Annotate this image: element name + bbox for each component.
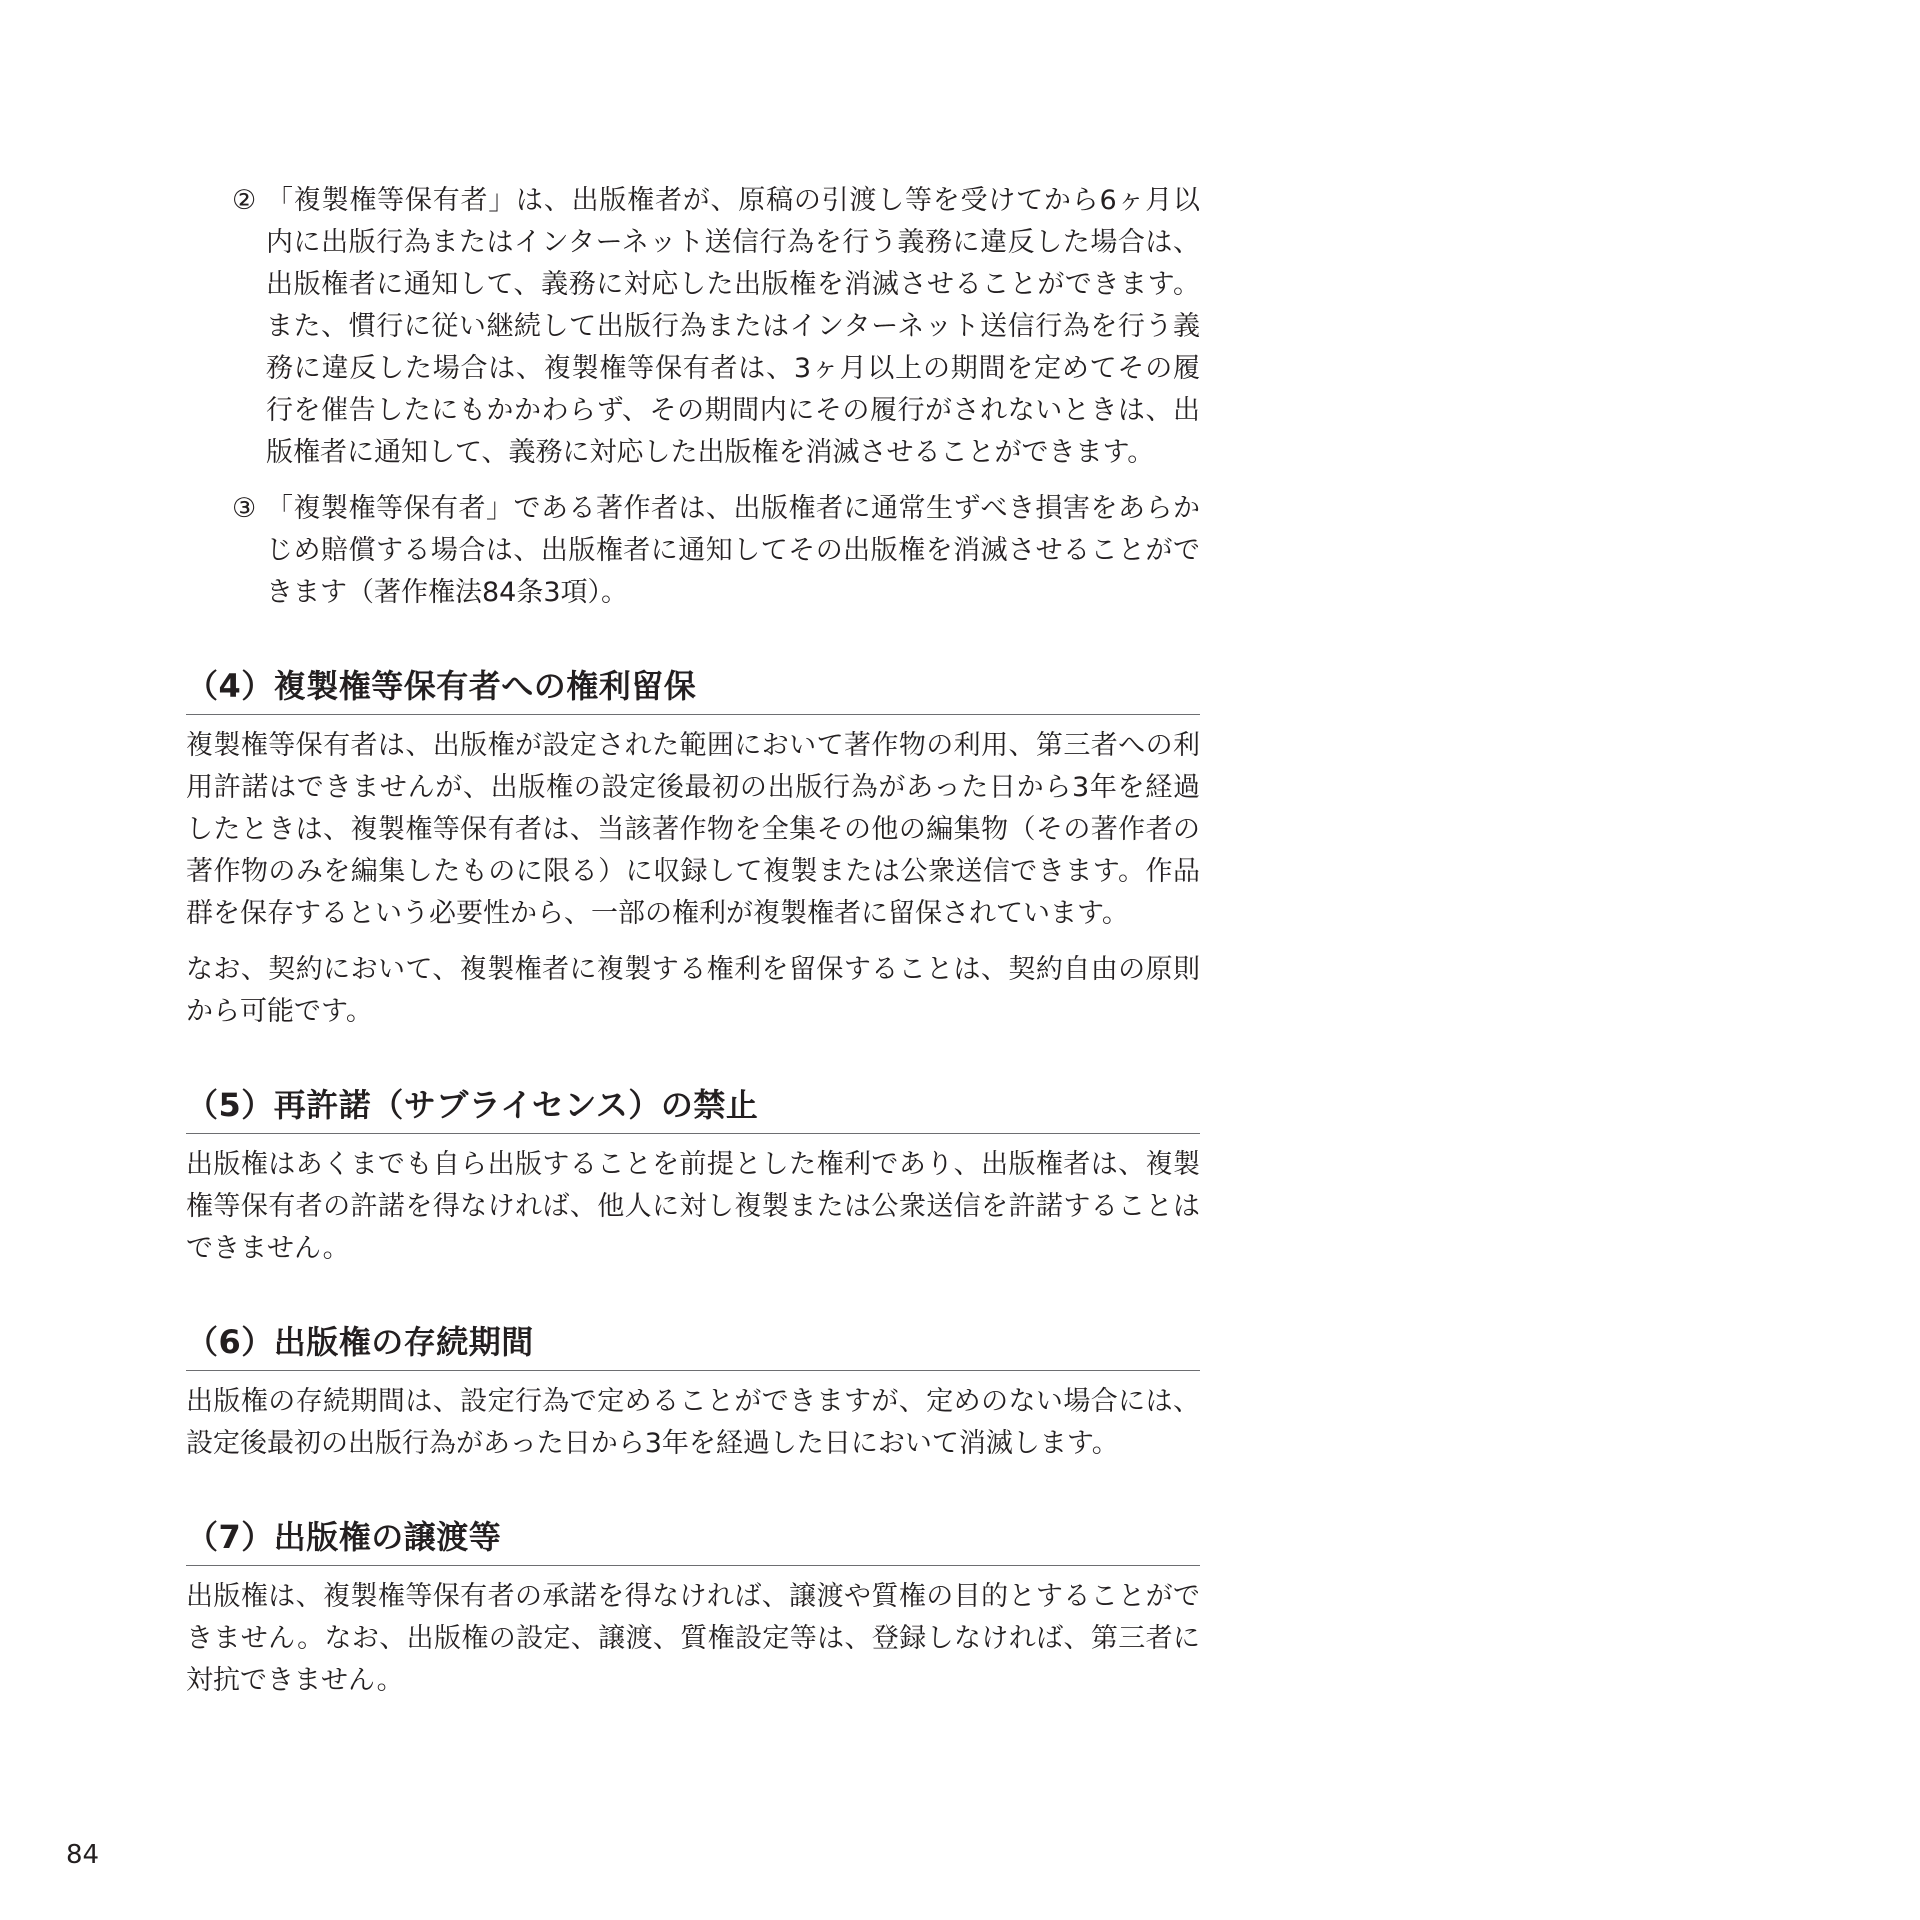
page-content (186, 180, 1200, 1716)
section-heading: （6）出版権の存続期間 (186, 1320, 1200, 1371)
section-paragraph: 出版権の存続期間は、設定行為で定めることができますが、定めのない場合には、設定後最初の出版行為があった日から3年を経過した日において消滅します。 (186, 1386, 1200, 1459)
list-number: ② (232, 185, 257, 216)
section-paragraph: 複製権等保有者は、出版権が設定された範囲において著作物の利用、第三者への利用許諾はできませんが、出版権の設定後最初の出版行為があった日から3年を経過したときは、複製権等保有者は、当該著作物を全集その他の編集物（その著作者の著作物のみを編集したものに限る）に収録して複製または公衆送信できます。作品群を保存するという必要性から、一部の権利が複製権者に留保されています。 (186, 730, 1200, 929)
section-heading: （7）出版権の譲渡等 (186, 1515, 1200, 1566)
list-item-3 (232, 488, 1200, 614)
list-text: 「複製権等保有者」である著作者は、出版権者に通常生ずべき損害をあらかじめ賠償する場合は、出版権者に通知してその出版権を消滅させることができます（著作権法84条3項）。 (266, 493, 1200, 608)
section-7 (186, 1515, 1200, 1702)
page-number: 84 (66, 1840, 100, 1870)
section-paragraph: 出版権は、複製権等保有者の承諾を得なければ、譲渡や質権の目的とすることができません。なお、出版権の設定、譲渡、質権設定等は、登録しなければ、第三者に対抗できません。 (186, 1581, 1200, 1696)
section-6 (186, 1320, 1200, 1465)
section-paragraph: なお、契約において、複製権者に複製する権利を留保することは、契約自由の原則から可能です。 (186, 954, 1200, 1027)
list-text: 「複製権等保有者」は、出版権者が、原稿の引渡し等を受けてから6ヶ月以内に出版行為またはインターネット送信行為を行う義務に違反した場合は、出版権者に通知して、義務に対応した出版権を消滅させることができます。また、慣行に従い継続して出版行為またはインターネット送信行為を行う義務に違反した場合は、複製権等保有者は、3ヶ月以上の期間を定めてその履行を催告したにもかかわらず、その期間内にその履行がされないときは、出版権者に通知して、義務に対応した出版権を消滅させることができます。 (266, 185, 1200, 468)
section-heading: （4）複製権等保有者への権利留保 (186, 664, 1200, 715)
section-4 (186, 664, 1200, 1033)
list-item-2 (232, 180, 1200, 474)
numbered-list (232, 180, 1200, 614)
section-paragraph: 出版権はあくまでも自ら出版することを前提とした権利であり、出版権者は、複製権等保有者の許諾を得なければ、他人に対し複製または公衆送信を許諾することはできません。 (186, 1149, 1200, 1264)
section-heading: （5）再許諾（サブライセンス）の禁止 (186, 1083, 1200, 1134)
list-number: ③ (232, 493, 257, 524)
section-5 (186, 1083, 1200, 1270)
